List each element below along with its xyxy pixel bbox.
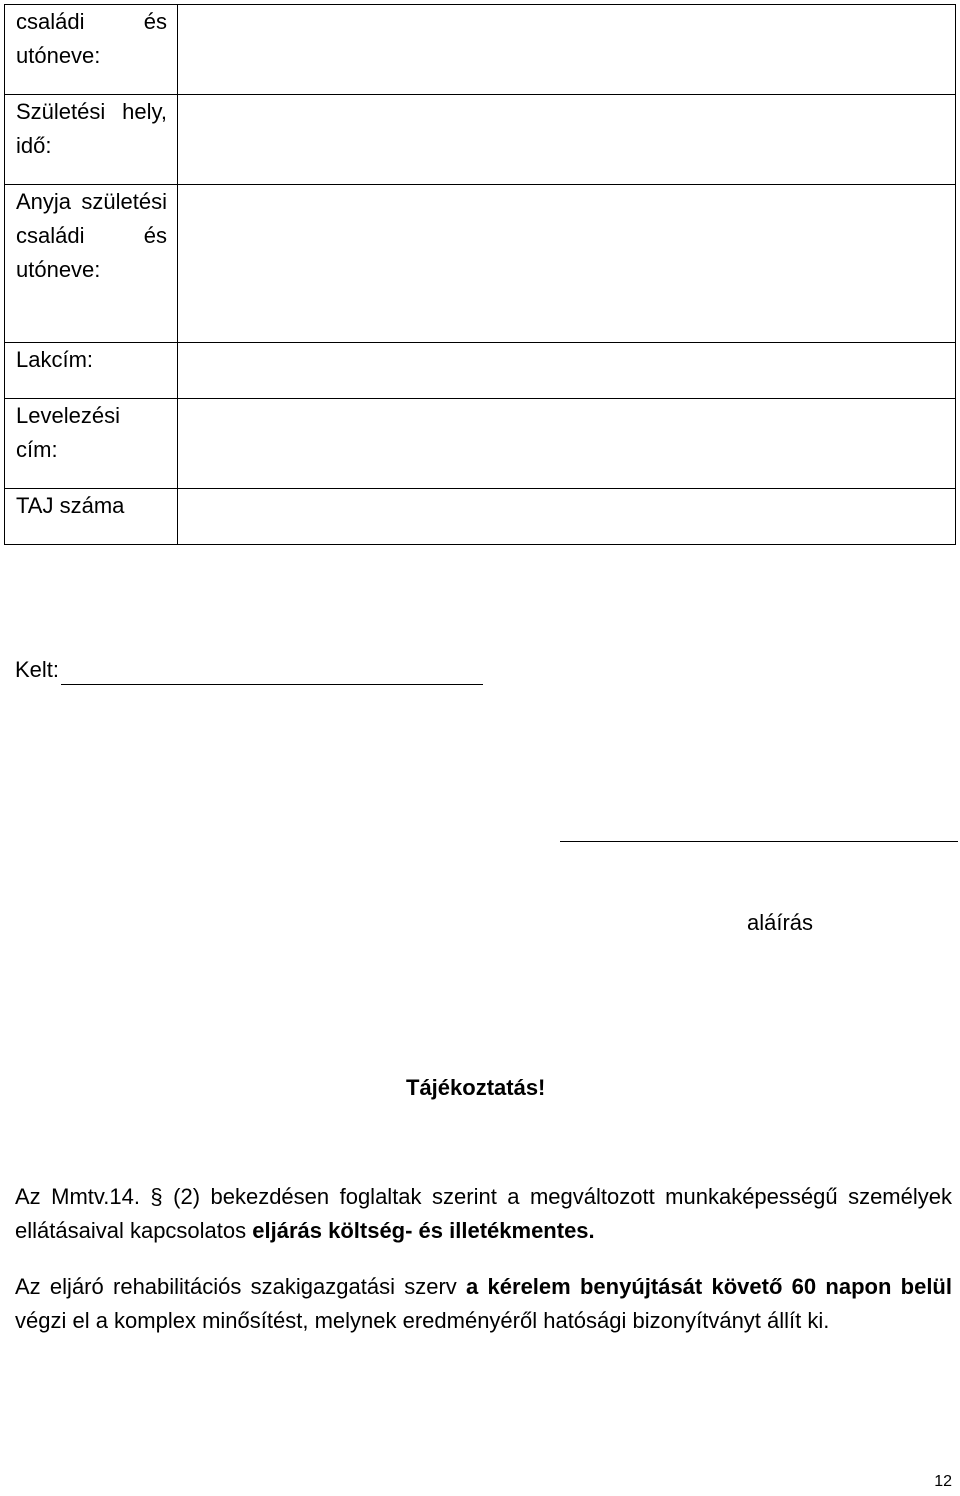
info-paragraph-2-bold: a kérelem benyújtását követő 60 napon belül [466,1274,952,1299]
info-paragraph-1-text: Az Mmtv.14. § (2) bekezdésen foglaltak szerint a megváltozott munkaképességű személyek ellátásaival kapcsolatos [15,1184,952,1243]
field-mother-name[interactable] [178,185,956,343]
row-label-mother: Anyja születési családi és utóneve: [16,189,167,282]
info-paragraph-2-text-end: végzi el a komplex minősítést, melynek eredményéről hatósági bizonyítványt állít ki. [15,1308,830,1333]
label-cell [5,95,178,185]
label-cell [5,399,178,489]
label-cell [5,489,178,545]
page-number: 12 [934,1473,952,1490]
row-label-taj: TAJ száma [16,493,125,518]
form-row-mailing [5,399,956,489]
form-row-mother [5,185,956,343]
form-row-name [5,5,956,95]
info-paragraph-2-text: Az eljáró rehabilitációs szakigazgatási szerv [15,1274,467,1299]
row-label-birth: Születési hely, idő: [16,99,167,158]
personal-data-table [4,4,956,545]
label-cell [5,343,178,399]
date-label: Kelt: [15,657,60,682]
row-label-mailing: Levelezési cím: [16,403,120,462]
form-row-birth [5,95,956,185]
field-name[interactable] [178,5,956,95]
field-mailing-address[interactable] [178,399,956,489]
label-cell [5,185,178,343]
info-paragraph-1-bold: eljárás költség- és illetékmentes. [252,1218,595,1243]
signature-line[interactable] [560,841,958,842]
row-label-name: családi és utóneve: [16,9,167,68]
form-row-address [5,343,956,399]
field-taj-number[interactable] [178,489,956,545]
signature-label: aláírás [747,910,814,935]
date-field[interactable] [61,664,483,685]
form-row-taj [5,489,956,545]
date-line [15,655,483,685]
field-birth-place-date[interactable] [178,95,956,185]
field-address[interactable] [178,343,956,399]
info-paragraph-2 [15,1270,952,1338]
info-title: Tájékoztatás! [406,1075,546,1100]
info-paragraph-1 [15,1180,952,1248]
label-cell [5,5,178,95]
row-label-address: Lakcím: [16,347,94,372]
